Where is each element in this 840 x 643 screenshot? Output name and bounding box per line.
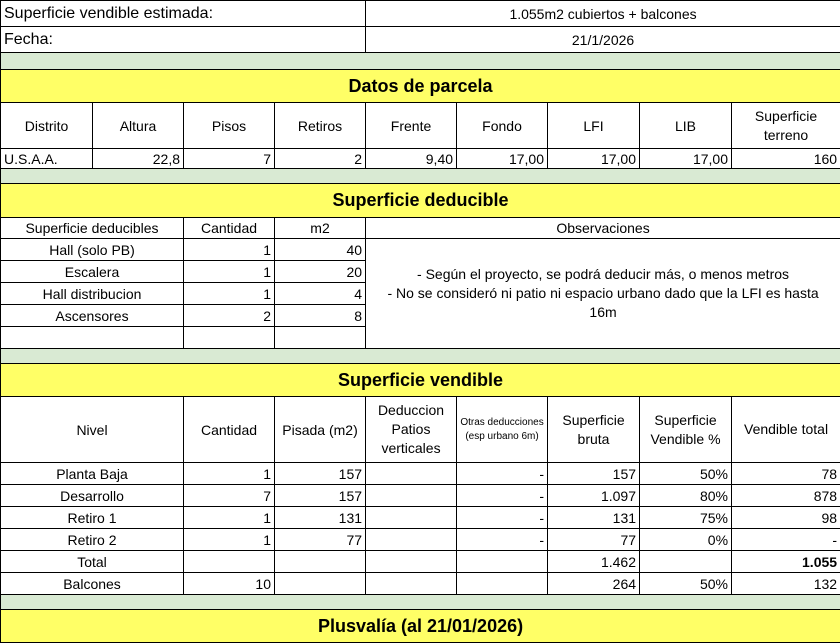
parcel-header-pisos: Pisos (184, 103, 275, 149)
sellable-pisada[interactable]: 77 (275, 529, 366, 551)
sellable-pisada[interactable]: 157 (275, 485, 366, 507)
sellable-pisada[interactable]: 157 (275, 463, 366, 485)
parcel-header-altura: Altura (93, 103, 184, 149)
table-row (1, 507, 840, 529)
total-row (1, 551, 840, 573)
sellable-otras[interactable]: - (457, 507, 548, 529)
parcel-value-distrito[interactable]: U.S.A.A. (1, 149, 93, 169)
parcel-value-altura[interactable]: 22,8 (93, 149, 184, 169)
sellable-deduccion[interactable] (366, 463, 457, 485)
table-row (1, 529, 840, 551)
deductible-row-m2[interactable]: 20 (275, 261, 366, 283)
parcel-header-distrito: Distrito (1, 103, 93, 149)
sellable-bruta[interactable]: 131 (548, 507, 640, 529)
separator-band (1, 169, 840, 184)
parcel-section-title: Datos de parcela (1, 70, 840, 103)
parcel-value-lfi[interactable]: 17,00 (548, 149, 640, 169)
sellable-section-title: Superficie vendible (1, 364, 840, 397)
separator-band (1, 595, 840, 610)
sellable-header-cantidad: Cantidad (184, 397, 275, 463)
total-pct[interactable] (640, 551, 732, 573)
sellable-cantidad[interactable]: 1 (184, 529, 275, 551)
table-row (1, 463, 840, 485)
deductible-row-name[interactable]: Escalera (1, 261, 184, 283)
sellable-nivel[interactable]: Retiro 1 (1, 507, 184, 529)
deductible-header-name: Superficie deducibles (1, 218, 184, 239)
sellable-header-otras: Otras deducciones (esp urbano 6m) (457, 397, 548, 463)
deductible-row-qty[interactable] (184, 327, 275, 349)
balcony-pisada[interactable] (275, 573, 366, 595)
deductible-header-notes: Observaciones (366, 218, 840, 239)
parcel-value-fondo[interactable]: 17,00 (457, 149, 548, 169)
plusvalia-section-title: Plusvalía (al 21/01/2026) (1, 610, 840, 643)
sellable-pct[interactable]: 75% (640, 507, 732, 529)
parcel-header-retiros: Retiros (275, 103, 366, 149)
sellable-bruta[interactable]: 157 (548, 463, 640, 485)
sellable-cantidad[interactable]: 1 (184, 463, 275, 485)
sellable-cantidad[interactable]: 1 (184, 507, 275, 529)
parcel-header-superficie-terreno: Superficie terreno (732, 103, 840, 149)
sellable-header-bruta: Superficie bruta (548, 397, 640, 463)
total-pisada[interactable] (275, 551, 366, 573)
parcel-header-frente: Frente (366, 103, 457, 149)
sellable-total[interactable]: 878 (732, 485, 840, 507)
deductible-row-name[interactable]: Hall (solo PB) (1, 239, 184, 261)
total-bruta[interactable]: 1.462 (548, 551, 640, 573)
deductible-header-qty: Cantidad (184, 218, 275, 239)
sellable-bruta[interactable]: 1.097 (548, 485, 640, 507)
total-label: Total (1, 551, 184, 573)
balcony-cantidad[interactable]: 10 (184, 573, 275, 595)
parcel-value-retiros[interactable]: 2 (275, 149, 366, 169)
sellable-header-total: Vendible total (732, 397, 840, 463)
surface-label: Superficie vendible estimada: (1, 1, 366, 27)
parcel-value-pisos[interactable]: 7 (184, 149, 275, 169)
separator-band (1, 349, 840, 364)
sellable-deduccion[interactable] (366, 485, 457, 507)
total-otras[interactable] (457, 551, 548, 573)
deductible-row-qty[interactable]: 1 (184, 261, 275, 283)
balcony-label: Balcones (1, 573, 184, 595)
deductible-section-title: Superficie deducible (1, 184, 840, 218)
sellable-nivel[interactable]: Desarrollo (1, 485, 184, 507)
sellable-nivel[interactable]: Planta Baja (1, 463, 184, 485)
sellable-deduccion[interactable] (366, 507, 457, 529)
table-row (1, 485, 840, 507)
sellable-cantidad[interactable]: 7 (184, 485, 275, 507)
sellable-pct[interactable]: 80% (640, 485, 732, 507)
total-deduccion[interactable] (366, 551, 457, 573)
sellable-otras[interactable]: - (457, 485, 548, 507)
sellable-pct[interactable]: 0% (640, 529, 732, 551)
balcony-bruta[interactable]: 264 (548, 573, 640, 595)
sellable-total[interactable]: 78 (732, 463, 840, 485)
deductible-row-name[interactable]: Ascensores (1, 305, 184, 327)
sellable-pisada[interactable]: 131 (275, 507, 366, 529)
deductible-notes[interactable]: - Según el proyecto, se podrá deducir más, o menos metros - No se consideró ni patio ni espacio urbano dado que la LFI es hasta 16m (366, 239, 840, 349)
deductible-row-m2[interactable] (275, 327, 366, 349)
sellable-total[interactable]: 98 (732, 507, 840, 529)
deductible-row-qty[interactable]: 2 (184, 305, 275, 327)
balcony-total[interactable]: 132 (732, 573, 840, 595)
balcony-pct[interactable]: 50% (640, 573, 732, 595)
sellable-header-deduccion: Deduccion Patios verticales (366, 397, 457, 463)
date-label: Fecha: (1, 27, 366, 53)
balcony-deduccion[interactable] (366, 573, 457, 595)
surface-value[interactable]: 1.055m2 cubiertos + balcones (366, 1, 840, 27)
parcel-value-frente[interactable]: 9,40 (366, 149, 457, 169)
deductible-row-qty[interactable]: 1 (184, 283, 275, 305)
deductible-row-qty[interactable]: 1 (184, 239, 275, 261)
sellable-header-pct: Superficie Vendible % (640, 397, 732, 463)
total-vendible[interactable]: 1.055 (732, 551, 840, 573)
deductible-row-name[interactable] (1, 327, 184, 349)
deductible-row-m2[interactable]: 4 (275, 283, 366, 305)
sellable-deduccion[interactable] (366, 529, 457, 551)
deductible-header-m2: m2 (275, 218, 366, 239)
separator-band (1, 53, 840, 70)
sellable-nivel[interactable]: Retiro 2 (1, 529, 184, 551)
sellable-pct[interactable]: 50% (640, 463, 732, 485)
date-value[interactable]: 21/1/2026 (366, 27, 840, 53)
parcel-header-lfi: LFI (548, 103, 640, 149)
total-cantidad[interactable] (184, 551, 275, 573)
sellable-bruta[interactable]: 77 (548, 529, 640, 551)
parcel-header-lib: LIB (640, 103, 732, 149)
sellable-otras[interactable]: - (457, 529, 548, 551)
sellable-otras[interactable]: - (457, 463, 548, 485)
deductible-row-name[interactable]: Hall distribucion (1, 283, 184, 305)
parcel-value-lib[interactable]: 17,00 (640, 149, 732, 169)
sellable-total[interactable]: - (732, 529, 840, 551)
parcel-value-superficie-terreno[interactable]: 160 (732, 149, 840, 169)
parcel-header-fondo: Fondo (457, 103, 548, 149)
deductible-row-m2[interactable]: 40 (275, 239, 366, 261)
balcony-otras[interactable] (457, 573, 548, 595)
balcony-row (1, 573, 840, 595)
sellable-header-nivel: Nivel (1, 397, 184, 463)
sellable-header-pisada: Pisada (m2) (275, 397, 366, 463)
deductible-row-m2[interactable]: 8 (275, 305, 366, 327)
